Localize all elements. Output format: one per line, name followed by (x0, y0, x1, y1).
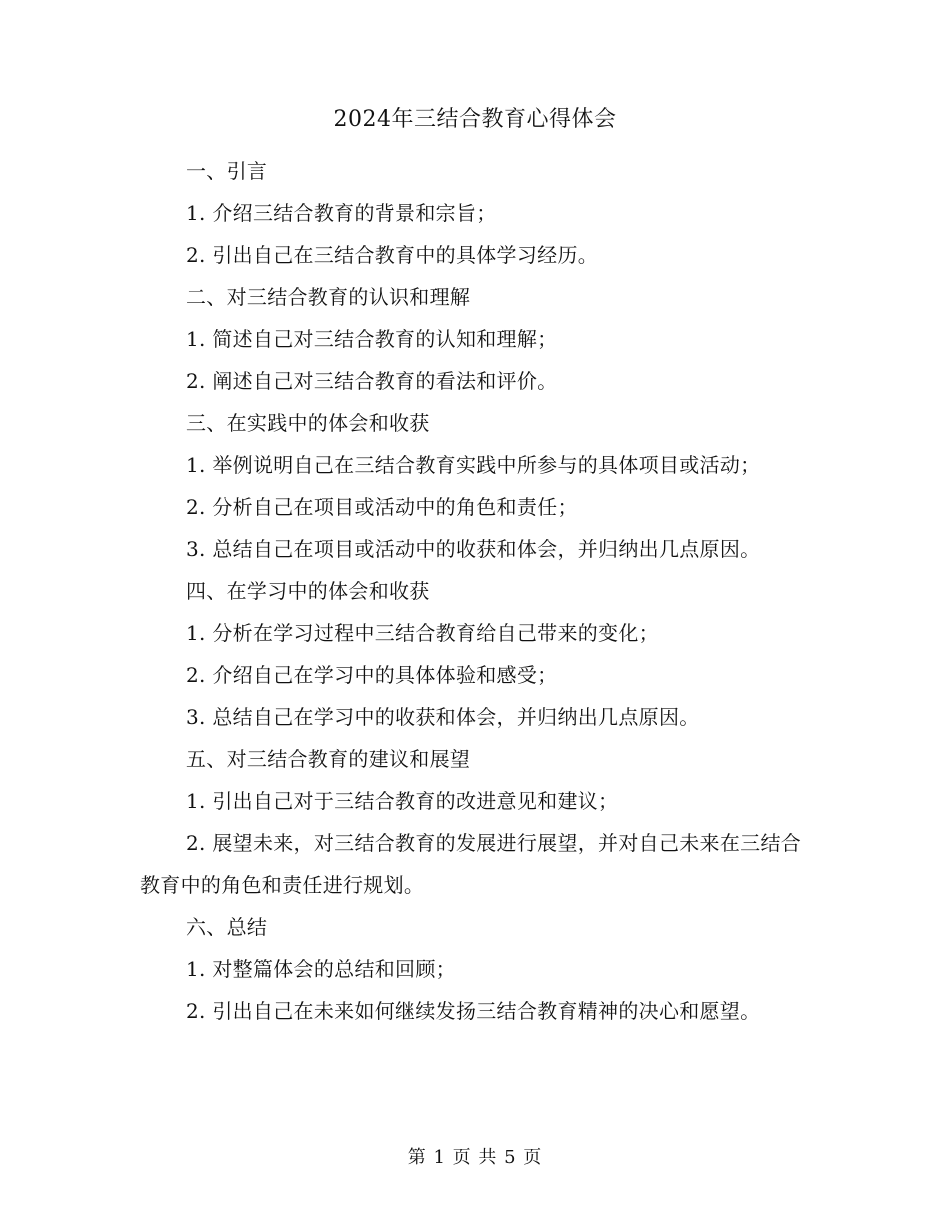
list-item: 2. 引出自己在未来如何继续发扬三结合教育精神的决心和愿望。 (186, 999, 761, 1023)
list-item: 2. 分析自己在项目或活动中的角色和责任； (186, 495, 578, 519)
document-title: 2024年三结合教育心得体会 (333, 107, 617, 132)
list-item: 2. 介绍自己在学习中的具体体验和感受； (186, 663, 558, 687)
heading-learning: 四、在学习中的体会和收获 (186, 579, 430, 603)
list-item: 2. 阐述自己对三结合教育的看法和评价。 (186, 369, 558, 393)
list-item: 2. 引出自己在三结合教育中的具体学习经历。 (186, 243, 599, 267)
heading-suggestions: 五、对三结合教育的建议和展望 (186, 747, 471, 771)
list-item: 1. 分析在学习过程中三结合教育给自己带来的变化； (186, 621, 659, 645)
list-item: 1. 举例说明自己在三结合教育实践中所参与的具体项目或活动； (186, 453, 761, 477)
heading-understanding: 二、对三结合教育的认识和理解 (186, 285, 471, 309)
page-footer: 第 1 页 共 5 页 (407, 1147, 543, 1168)
list-item: 1. 介绍三结合教育的背景和宗旨； (186, 201, 497, 225)
list-item: 3. 总结自己在学习中的收获和体会，并归纳出几点原因。 (186, 705, 700, 729)
document-body (140, 150, 810, 1032)
heading-summary: 六、总结 (186, 915, 268, 939)
list-item-wrapped: 2. 展望未来，对三结合教育的发展进行展望，并对自己未来在三结合教育中的角色和责任进行规划。 (140, 831, 802, 897)
list-item: 1. 引出自己对于三结合教育的改进意见和建议； (186, 789, 619, 813)
heading-practice: 三、在实践中的体会和收获 (186, 411, 430, 435)
list-item: 1. 简述自己对三结合教育的认知和理解； (186, 327, 558, 351)
list-item: 3. 总结自己在项目或活动中的收获和体会，并归纳出几点原因。 (186, 537, 761, 561)
list-item: 1. 对整篇体会的总结和回顾； (186, 957, 456, 981)
heading-introduction: 一、引言 (186, 159, 268, 183)
